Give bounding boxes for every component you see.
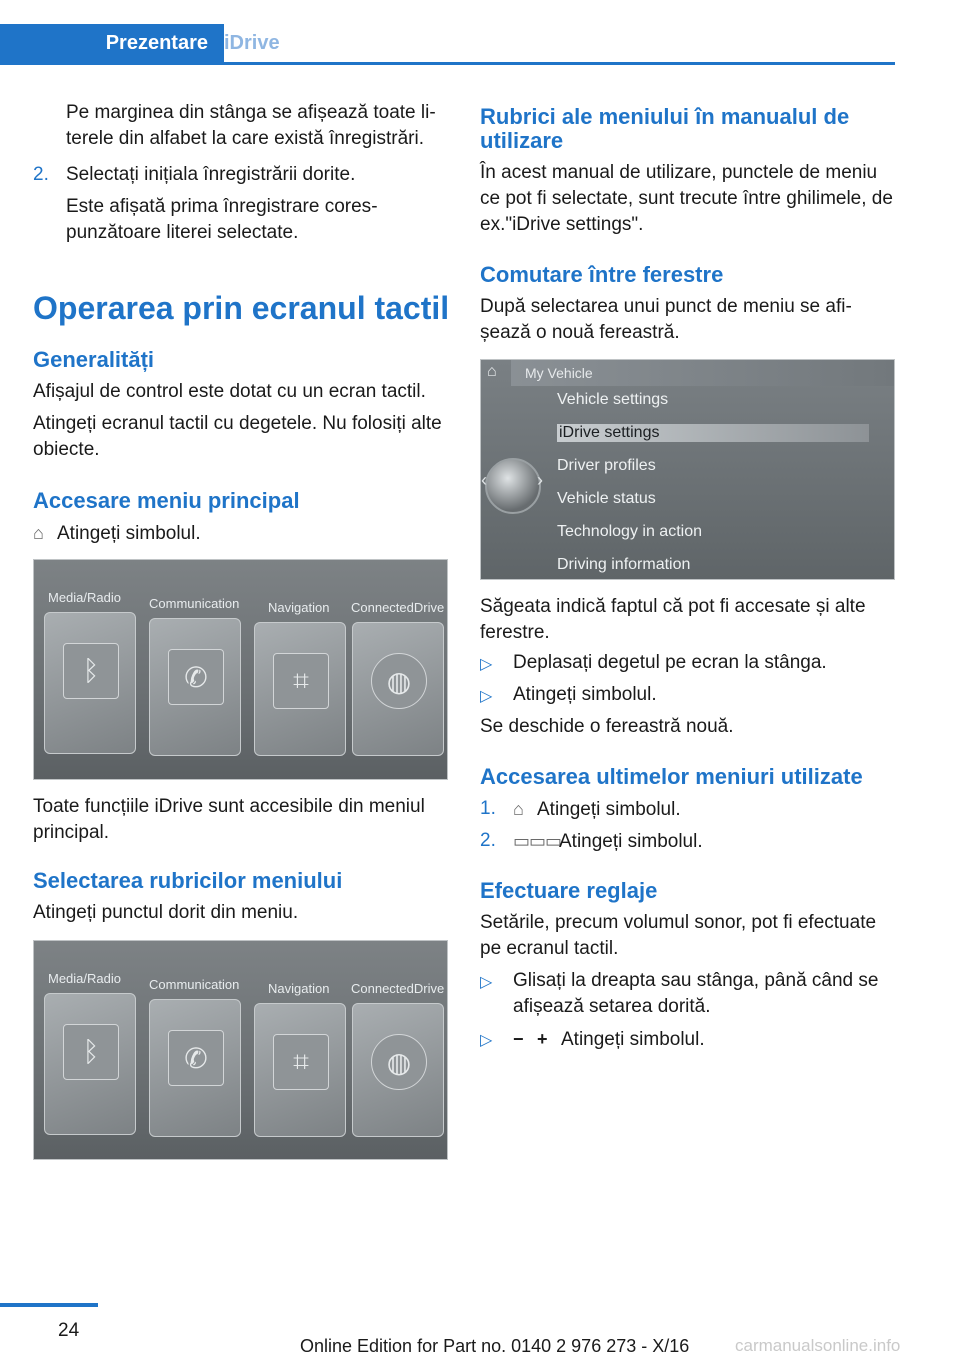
bullet-2-text: Atingeți simbolul. <box>513 684 657 705</box>
reglaje-bullet-1: Glisați la dreapta sau stânga, până când se afișează setarea dorită. <box>513 970 879 1017</box>
subsection-title-selectare: Selectarea rubricilor meniului <box>33 868 343 893</box>
subsection-title-accesare: Accesare meniu principal <box>33 488 300 513</box>
menu-item-driving-information[interactable]: Driving information <box>557 556 691 573</box>
globe-icon: ◍ <box>371 653 427 709</box>
map-icon: ⌗ <box>273 653 329 709</box>
connecteddrive-tile <box>352 622 444 756</box>
comutare-paragraph: După selectarea unui punct de meniu se afișează o nouă fereastră. <box>480 296 852 343</box>
phone-icon: ✆ <box>168 649 224 705</box>
arrow-paragraph: Săgeata indică faptul că pot fi accesate și alte ferestre. <box>480 596 866 643</box>
reglaje-bullet-2-text: Atingeți simbolul. <box>561 1029 705 1050</box>
recent-menus-icon: ▭▭▭ <box>513 831 562 851</box>
home-icon: ⌂ <box>513 799 524 819</box>
main-menu-label: Communication <box>149 977 240 992</box>
home-instruction-text: Atingeți simbolul. <box>57 523 201 544</box>
rubrici-paragraph: În acest manual de utilizare, punctele de meniu ce pot fi selectate, sunt trecute între ghilimele, de ex."iDrive settings". <box>480 162 893 235</box>
communication-tile <box>149 999 241 1137</box>
home-icon: ⌂ <box>33 523 44 543</box>
globe-icon: ◍ <box>371 1034 427 1090</box>
media-tile <box>44 612 136 754</box>
home-icon: ⌂ <box>487 363 497 380</box>
bullet-triangle-icon: ▷ <box>480 656 493 673</box>
controller-dial-icon <box>485 458 541 514</box>
step-text: Selectați inițiala înregistrării dorite. <box>66 164 356 185</box>
tab-idrive[interactable]: iDrive <box>224 32 280 54</box>
tab-prezentare[interactable]: Prezentare <box>0 24 224 62</box>
last-step-1 <box>513 796 895 823</box>
navigation-tile <box>254 1003 346 1137</box>
bluetooth-icon: ᛒ <box>63 1024 119 1080</box>
general-paragraph-2: Atingeți ecranul tactil cu degetele. Nu folosiți alte obiecte. <box>33 413 442 460</box>
navigation-tile <box>254 622 346 756</box>
step-number: 2. <box>480 830 496 851</box>
subsection-title-comutare: Comutare între ferestre <box>480 262 724 287</box>
bullet-triangle-icon: ▷ <box>480 974 493 991</box>
chevron-left-icon[interactable]: ‹ <box>481 470 487 490</box>
step-number: 2. <box>33 164 49 185</box>
phone-icon: ✆ <box>168 1030 224 1086</box>
minus-icon: − <box>513 1029 524 1049</box>
menu-item-vehicle-settings[interactable]: Vehicle settings <box>557 391 669 408</box>
step-subtext: Este afișată prima înregistrare corespunzătoare literei selectate. <box>66 196 378 243</box>
select-instruction: Atingeți punctul dorit din meniu. <box>33 902 299 923</box>
reglaje-bullet-2 <box>513 1026 895 1053</box>
intro-text: Pe marginea din stânga se afișează toate literele din alfabet la care există înregistrări. <box>66 102 436 149</box>
subsection-title-reglaje: Efectuare reglaje <box>480 878 658 903</box>
last-step-1-text: Atingeți simbolul. <box>537 799 681 820</box>
reglaje-paragraph: Setările, precum volumul sonor, pot fi efectuate pe ecranul tactil. <box>480 912 877 959</box>
main-menu-screenshot <box>33 559 448 780</box>
main-menu-label: Media/Radio <box>48 590 121 605</box>
main-menu-label: Media/Radio <box>48 971 121 986</box>
edition-text: Online Edition for Part no. 0140 2 976 273 - X/16 <box>300 1336 690 1356</box>
subsection-title-ultimele: Accesarea ultimelor meniuri utilizate <box>480 764 863 789</box>
page-number: 24 <box>58 1320 80 1341</box>
subsection-title-rubrici: Rubrici ale meniului în manualul de utilizare <box>480 104 850 153</box>
main-menu-screenshot-2 <box>33 940 448 1160</box>
vehicle-menu-screenshot <box>480 359 895 580</box>
bullet-triangle-icon: ▷ <box>480 1032 493 1049</box>
menu-item-driver-profiles[interactable]: Driver profiles <box>557 457 656 474</box>
bullet-triangle-icon: ▷ <box>480 688 493 705</box>
step-number: 1. <box>480 798 496 819</box>
watermark: carmanualsonline.info <box>735 1336 901 1355</box>
last-step-2-text: Atingeți simbolul. <box>559 831 703 852</box>
section-title: Operarea prin ecranul tactil <box>33 290 450 326</box>
vehicle-menu-title: My Vehicle <box>511 360 895 386</box>
open-window-text: Se deschide o fereastră nouă. <box>480 716 734 737</box>
bluetooth-icon: ᛒ <box>63 643 119 699</box>
connecteddrive-tile <box>352 1003 444 1137</box>
footer-rule <box>0 1303 98 1307</box>
general-paragraph-1: Afișajul de control este dotat cu un ecran tactil. <box>33 381 426 402</box>
chapter-header <box>0 24 895 65</box>
home-instruction <box>33 520 448 547</box>
caption-main-menu: Toate funcțiile iDrive sunt accesibile din meniul principal. <box>33 796 425 843</box>
main-menu-label: ConnectedDrive <box>351 981 445 996</box>
bullet-1-text: Deplasați degetul pe ecran la stânga. <box>513 652 827 673</box>
main-menu-label: ConnectedDrive <box>351 600 445 615</box>
main-menu-label: Communication <box>149 596 240 611</box>
subsection-title-generalitati: Generalități <box>33 347 155 372</box>
plus-icon: + <box>537 1029 548 1049</box>
menu-item-technology-in-action[interactable]: Technology in action <box>557 523 702 540</box>
main-menu-label: Navigation <box>268 981 330 996</box>
media-tile <box>44 993 136 1135</box>
menu-item-idrive-settings[interactable]: iDrive settings <box>557 424 869 442</box>
menu-item-vehicle-status[interactable]: Vehicle status <box>557 490 656 507</box>
main-menu-label: Navigation <box>268 600 330 615</box>
chevron-right-icon[interactable]: › <box>537 470 543 490</box>
last-step-2 <box>513 828 895 855</box>
communication-tile <box>149 618 241 756</box>
map-icon: ⌗ <box>273 1034 329 1090</box>
